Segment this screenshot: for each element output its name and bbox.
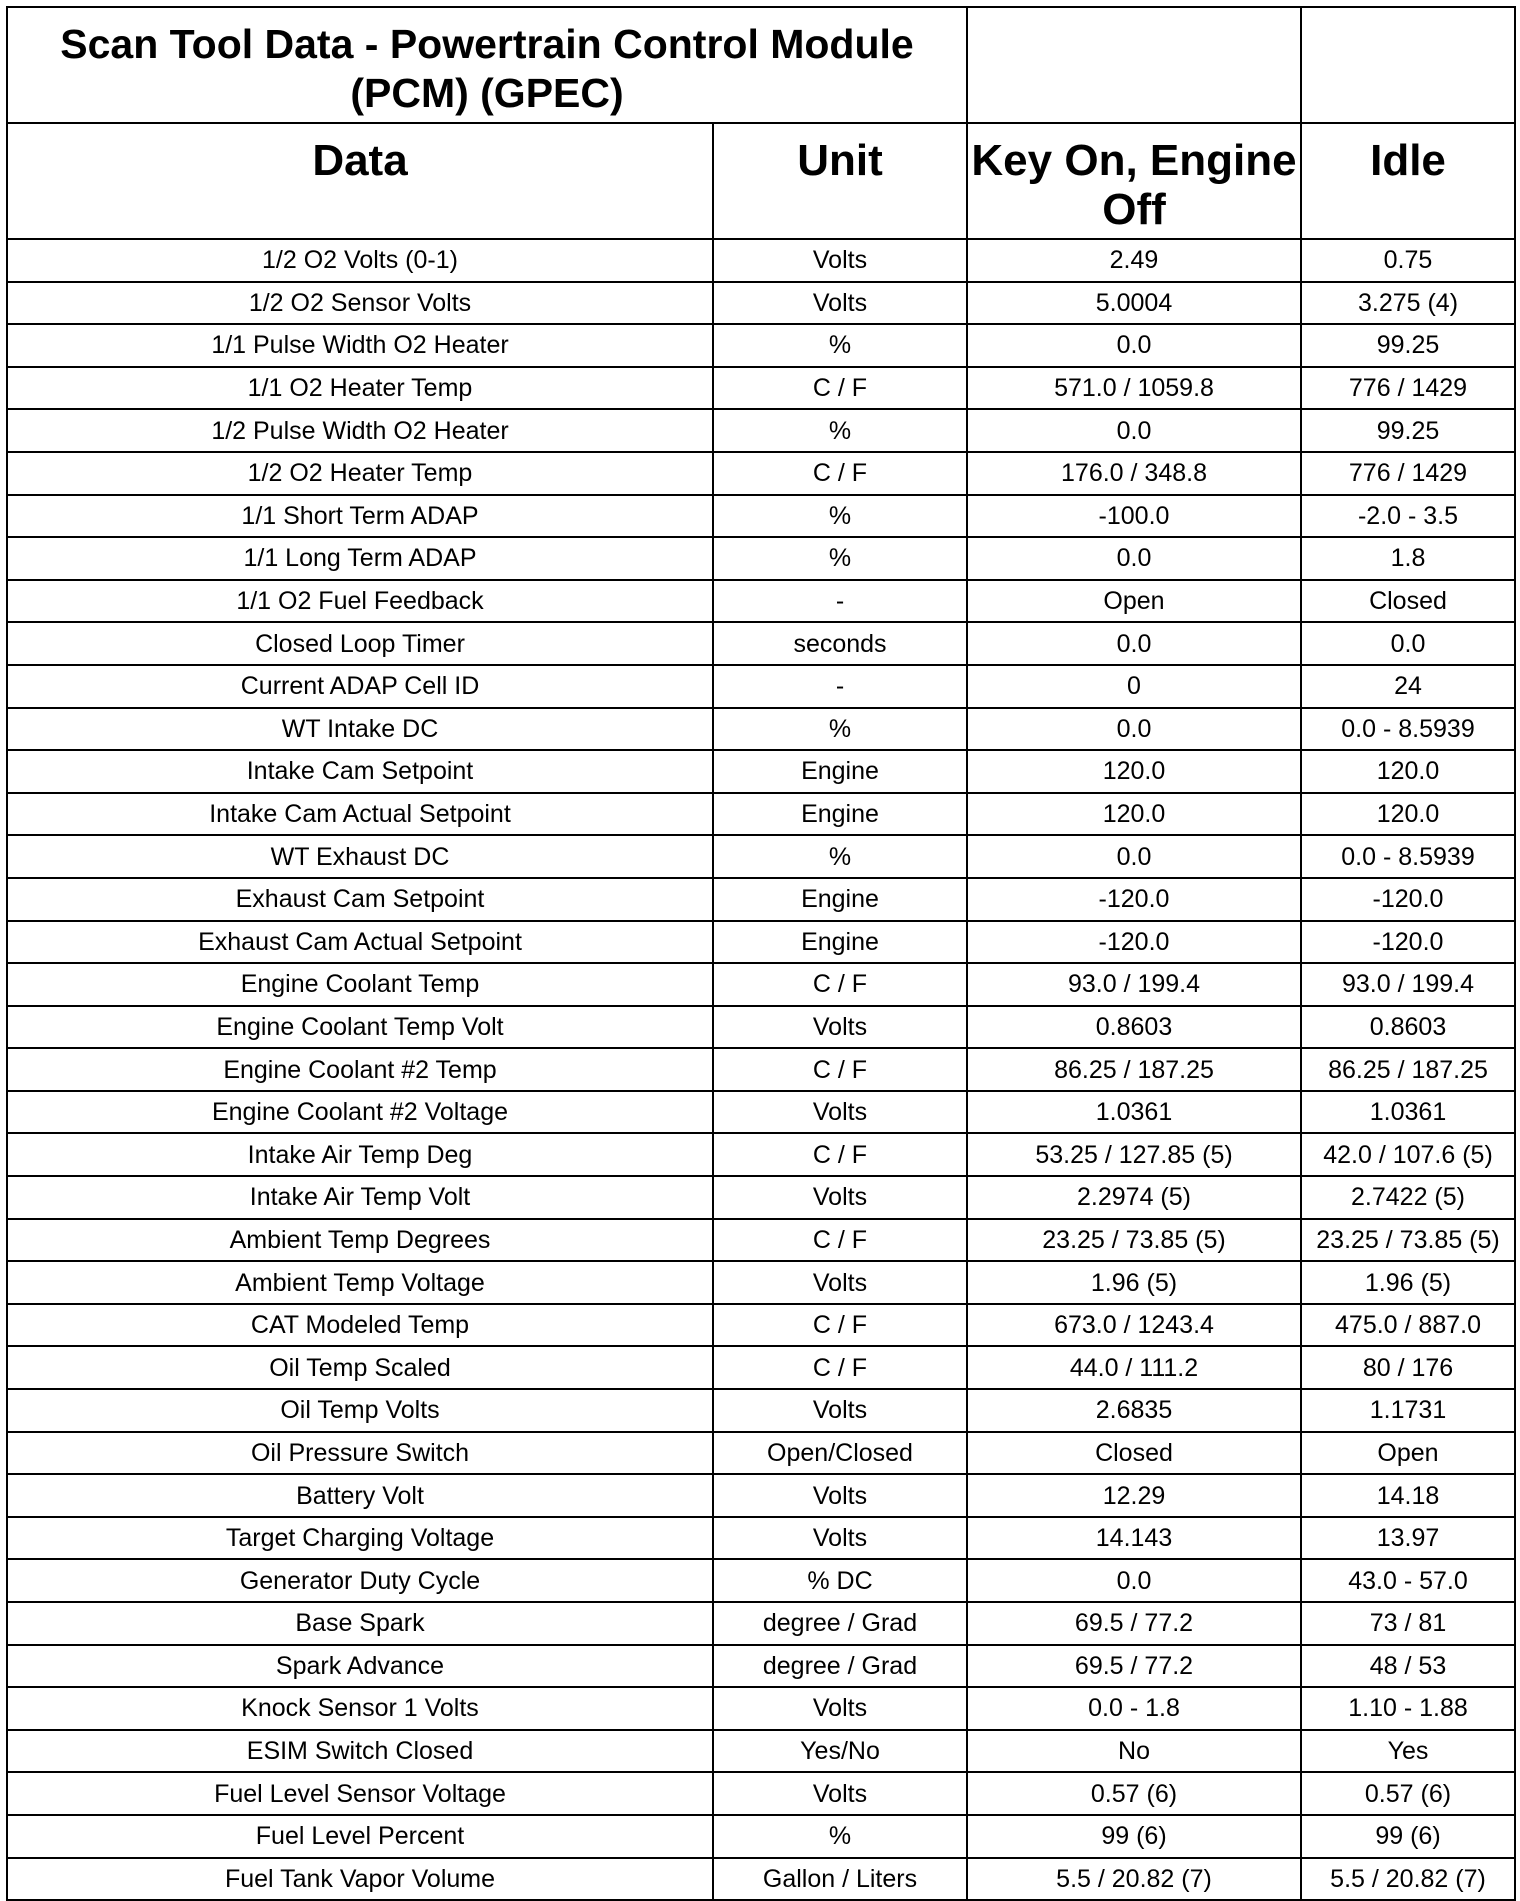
idle-cell: Yes [1301,1730,1515,1773]
data-cell: ESIM Switch Closed [7,1730,713,1773]
key-on-engine-off-cell: 0.0 [967,835,1301,878]
unit-cell: C / F [713,1346,967,1389]
idle-cell: 99.25 [1301,409,1515,452]
idle-cell: 0.57 (6) [1301,1772,1515,1815]
key-on-engine-off-cell: -120.0 [967,878,1301,921]
data-cell: Target Charging Voltage [7,1517,713,1560]
idle-cell: 120.0 [1301,750,1515,793]
idle-cell: 86.25 / 187.25 [1301,1048,1515,1091]
unit-cell: Yes/No [713,1730,967,1773]
unit-cell: % [713,537,967,580]
title-blank-cell [967,7,1301,123]
table-row [7,409,1515,452]
table-row [7,1176,1515,1219]
data-cell: Ambient Temp Voltage [7,1261,713,1304]
data-cell: 1/1 Pulse Width O2 Heater [7,324,713,367]
idle-cell: Closed [1301,580,1515,623]
table-row [7,1858,1515,1901]
key-on-engine-off-cell: 23.25 / 73.85 (5) [967,1219,1301,1262]
unit-cell: Volts [713,282,967,325]
scan-tool-data-table [6,6,1516,1901]
table-row [7,1048,1515,1091]
idle-cell: 14.18 [1301,1474,1515,1517]
data-cell: Current ADAP Cell ID [7,665,713,708]
idle-cell: 1.1731 [1301,1389,1515,1432]
unit-cell: Engine [713,793,967,836]
idle-cell: 0.0 [1301,622,1515,665]
unit-cell: - [713,665,967,708]
unit-cell: % [713,835,967,878]
key-on-engine-off-cell: 0.0 [967,622,1301,665]
key-on-engine-off-cell: 5.0004 [967,282,1301,325]
table-row [7,239,1515,282]
key-on-engine-off-cell: 0 [967,665,1301,708]
idle-cell: 1.8 [1301,537,1515,580]
idle-cell: 776 / 1429 [1301,367,1515,410]
unit-cell: % [713,708,967,751]
table-row [7,622,1515,665]
key-on-engine-off-cell: -100.0 [967,495,1301,538]
unit-cell: degree / Grad [713,1602,967,1645]
key-on-engine-off-cell: 93.0 / 199.4 [967,963,1301,1006]
unit-cell: Gallon / Liters [713,1858,967,1901]
data-cell: 1/1 Long Term ADAP [7,537,713,580]
table-row [7,452,1515,495]
idle-cell: 80 / 176 [1301,1346,1515,1389]
table-row [7,1602,1515,1645]
table-row [7,878,1515,921]
idle-cell: -120.0 [1301,878,1515,921]
idle-cell: -2.0 - 3.5 [1301,495,1515,538]
key-on-engine-off-cell: 2.2974 (5) [967,1176,1301,1219]
table-row [7,1091,1515,1134]
table-row [7,1304,1515,1347]
data-cell: WT Exhaust DC [7,835,713,878]
table-row [7,1474,1515,1517]
table-row [7,1219,1515,1262]
key-on-engine-off-cell: 0.0 [967,537,1301,580]
idle-cell: 5.5 / 20.82 (7) [1301,1858,1515,1901]
table-row [7,1261,1515,1304]
unit-cell: Volts [713,1687,967,1730]
table-row [7,1730,1515,1773]
unit-cell: Volts [713,1389,967,1432]
idle-cell: 99 (6) [1301,1815,1515,1858]
key-on-engine-off-cell: 86.25 / 187.25 [967,1048,1301,1091]
key-on-engine-off-cell: 1.0361 [967,1091,1301,1134]
data-cell: Exhaust Cam Setpoint [7,878,713,921]
table-row [7,282,1515,325]
unit-cell: C / F [713,1304,967,1347]
unit-cell: Volts [713,1261,967,1304]
table-row [7,750,1515,793]
unit-cell: C / F [713,1219,967,1262]
table-row [7,1772,1515,1815]
table-row [7,1645,1515,1688]
idle-cell: 0.0 - 8.5939 [1301,835,1515,878]
key-on-engine-off-cell: 2.49 [967,239,1301,282]
unit-cell: C / F [713,1048,967,1091]
key-on-engine-off-cell: -120.0 [967,921,1301,964]
data-cell: 1/1 Short Term ADAP [7,495,713,538]
idle-cell: 13.97 [1301,1517,1515,1560]
idle-cell: -120.0 [1301,921,1515,964]
data-cell: 1/1 O2 Fuel Feedback [7,580,713,623]
idle-cell: Open [1301,1432,1515,1475]
key-on-engine-off-cell: 53.25 / 127.85 (5) [967,1133,1301,1176]
unit-cell: C / F [713,963,967,1006]
column-header-idle: Idle [1301,123,1515,239]
idle-cell: 1.10 - 1.88 [1301,1687,1515,1730]
unit-cell: Volts [713,239,967,282]
key-on-engine-off-cell: 0.0 [967,324,1301,367]
unit-cell: Volts [713,1517,967,1560]
data-cell: Battery Volt [7,1474,713,1517]
key-on-engine-off-cell: 0.8603 [967,1006,1301,1049]
idle-cell: 23.25 / 73.85 (5) [1301,1219,1515,1262]
idle-cell: 1.96 (5) [1301,1261,1515,1304]
table-row [7,1517,1515,1560]
unit-cell: C / F [713,367,967,410]
key-on-engine-off-cell: 176.0 / 348.8 [967,452,1301,495]
key-on-engine-off-cell: 120.0 [967,793,1301,836]
table-row [7,495,1515,538]
table-row [7,1389,1515,1432]
table-row [7,324,1515,367]
idle-cell: 776 / 1429 [1301,452,1515,495]
idle-cell: 24 [1301,665,1515,708]
unit-cell: degree / Grad [713,1645,967,1688]
unit-cell: seconds [713,622,967,665]
table-row [7,921,1515,964]
column-header-key-on-engine-off: Key On, Engine Off [967,123,1301,239]
key-on-engine-off-cell: 0.0 [967,1559,1301,1602]
key-on-engine-off-cell: 2.6835 [967,1389,1301,1432]
key-on-engine-off-cell: 120.0 [967,750,1301,793]
data-cell: 1/2 O2 Volts (0-1) [7,239,713,282]
idle-cell: 3.275 (4) [1301,282,1515,325]
unit-cell: Open/Closed [713,1432,967,1475]
unit-cell: % [713,409,967,452]
title-row [7,7,1515,123]
table-row [7,708,1515,751]
data-cell: Fuel Tank Vapor Volume [7,1858,713,1901]
unit-cell: Volts [713,1006,967,1049]
data-cell: Oil Pressure Switch [7,1432,713,1475]
data-cell: Closed Loop Timer [7,622,713,665]
table-row [7,835,1515,878]
data-cell: 1/2 O2 Heater Temp [7,452,713,495]
key-on-engine-off-cell: 69.5 / 77.2 [967,1602,1301,1645]
table-title: Scan Tool Data - Powertrain Control Module (PCM) (GPEC) [7,7,967,123]
key-on-engine-off-cell: 44.0 / 111.2 [967,1346,1301,1389]
column-header-data: Data [7,123,713,239]
unit-cell: C / F [713,1133,967,1176]
data-cell: Exhaust Cam Actual Setpoint [7,921,713,964]
table-row [7,1687,1515,1730]
unit-cell: - [713,580,967,623]
title-blank-cell [1301,7,1515,123]
key-on-engine-off-cell: Closed [967,1432,1301,1475]
table-row [7,1815,1515,1858]
data-cell: Base Spark [7,1602,713,1645]
idle-cell: 120.0 [1301,793,1515,836]
data-cell: Intake Air Temp Deg [7,1133,713,1176]
table-body [7,239,1515,1900]
unit-cell: % [713,495,967,538]
unit-cell: Engine [713,921,967,964]
data-cell: Intake Cam Actual Setpoint [7,793,713,836]
data-cell: 1/1 O2 Heater Temp [7,367,713,410]
key-on-engine-off-cell: 673.0 / 1243.4 [967,1304,1301,1347]
unit-cell: Volts [713,1091,967,1134]
idle-cell: 0.0 - 8.5939 [1301,708,1515,751]
table-row [7,1432,1515,1475]
data-cell: Fuel Level Percent [7,1815,713,1858]
key-on-engine-off-cell: Open [967,580,1301,623]
data-cell: WT Intake DC [7,708,713,751]
idle-cell: 48 / 53 [1301,1645,1515,1688]
key-on-engine-off-cell: 0.0 [967,708,1301,751]
table-row [7,537,1515,580]
table-row [7,1006,1515,1049]
data-cell: Ambient Temp Degrees [7,1219,713,1262]
idle-cell: 475.0 / 887.0 [1301,1304,1515,1347]
key-on-engine-off-cell: 69.5 / 77.2 [967,1645,1301,1688]
data-cell: Intake Air Temp Volt [7,1176,713,1219]
idle-cell: 99.25 [1301,324,1515,367]
data-cell: Spark Advance [7,1645,713,1688]
unit-cell: % DC [713,1559,967,1602]
data-cell: CAT Modeled Temp [7,1304,713,1347]
idle-cell: 0.8603 [1301,1006,1515,1049]
key-on-engine-off-cell: 0.0 [967,409,1301,452]
table-row [7,1559,1515,1602]
key-on-engine-off-cell: 1.96 (5) [967,1261,1301,1304]
column-header-unit: Unit [713,123,967,239]
data-cell: Oil Temp Scaled [7,1346,713,1389]
data-cell: 1/2 O2 Sensor Volts [7,282,713,325]
data-cell: 1/2 Pulse Width O2 Heater [7,409,713,452]
unit-cell: Volts [713,1474,967,1517]
unit-cell: % [713,1815,967,1858]
table-row [7,367,1515,410]
data-cell: Knock Sensor 1 Volts [7,1687,713,1730]
idle-cell: 2.7422 (5) [1301,1176,1515,1219]
key-on-engine-off-cell: 99 (6) [967,1815,1301,1858]
data-cell: Oil Temp Volts [7,1389,713,1432]
table-row [7,963,1515,1006]
key-on-engine-off-cell: 5.5 / 20.82 (7) [967,1858,1301,1901]
key-on-engine-off-cell: 14.143 [967,1517,1301,1560]
data-cell: Engine Coolant Temp [7,963,713,1006]
data-cell: Engine Coolant Temp Volt [7,1006,713,1049]
unit-cell: C / F [713,452,967,495]
data-cell: Engine Coolant #2 Temp [7,1048,713,1091]
key-on-engine-off-cell: No [967,1730,1301,1773]
unit-cell: Engine [713,750,967,793]
header-row [7,123,1515,239]
unit-cell: Engine [713,878,967,921]
data-cell: Engine Coolant #2 Voltage [7,1091,713,1134]
idle-cell: 73 / 81 [1301,1602,1515,1645]
table-row [7,1346,1515,1389]
data-cell: Intake Cam Setpoint [7,750,713,793]
key-on-engine-off-cell: 12.29 [967,1474,1301,1517]
table-row [7,580,1515,623]
idle-cell: 1.0361 [1301,1091,1515,1134]
idle-cell: 43.0 - 57.0 [1301,1559,1515,1602]
unit-cell: % [713,324,967,367]
unit-cell: Volts [713,1772,967,1815]
key-on-engine-off-cell: 571.0 / 1059.8 [967,367,1301,410]
idle-cell: 42.0 / 107.6 (5) [1301,1133,1515,1176]
data-cell: Generator Duty Cycle [7,1559,713,1602]
key-on-engine-off-cell: 0.57 (6) [967,1772,1301,1815]
table-row [7,793,1515,836]
table-row [7,1133,1515,1176]
idle-cell: 0.75 [1301,239,1515,282]
idle-cell: 93.0 / 199.4 [1301,963,1515,1006]
data-cell: Fuel Level Sensor Voltage [7,1772,713,1815]
table-row [7,665,1515,708]
unit-cell: Volts [713,1176,967,1219]
key-on-engine-off-cell: 0.0 - 1.8 [967,1687,1301,1730]
